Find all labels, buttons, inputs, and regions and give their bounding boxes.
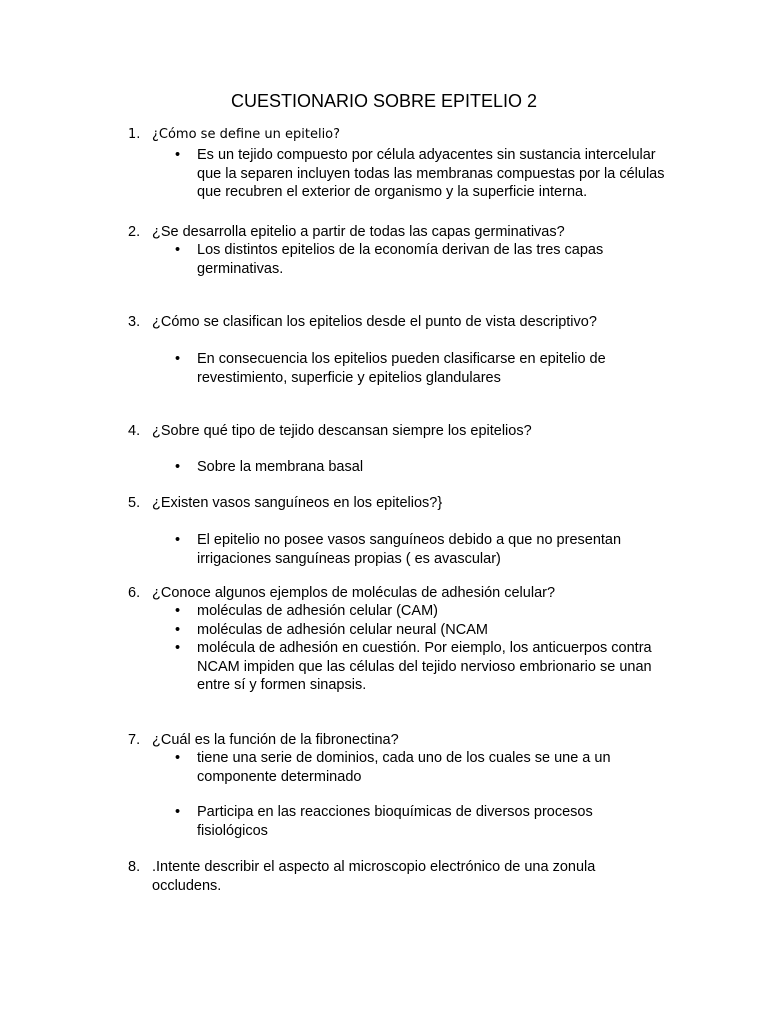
answer-list-2	[175, 241, 665, 278]
answer-list-7b	[175, 803, 665, 840]
question-text: .Intente describir el aspecto al microscopio electrónico de una zonula occludens.	[152, 859, 596, 894]
bullet-icon: •	[175, 532, 181, 548]
question-text: ¿Conoce algunos ejemplos de moléculas de adhesión celular?	[152, 585, 556, 601]
question-number: 3.	[128, 314, 141, 330]
question-number: 5.	[128, 495, 141, 511]
answer-list-6	[175, 602, 665, 695]
bullet-icon: •	[175, 242, 181, 258]
question-text: ¿Existen vasos sanguíneos en los epitelios?}	[152, 495, 443, 511]
question-number: 8.	[128, 859, 141, 875]
answer-text: Participa en las reacciones bioquímicas de diversos procesos fisiológicos	[197, 804, 593, 839]
question-text: ¿Cómo se define un epitelio?	[152, 127, 341, 142]
bullet-icon: •	[175, 621, 181, 638]
answer-text: Sobre la membrana basal	[197, 459, 364, 475]
bullet-icon: •	[175, 603, 181, 619]
question-number: 6.	[128, 585, 141, 601]
bullet-icon: •	[175, 804, 181, 820]
bullet-icon: •	[175, 640, 181, 656]
question-number: 7.	[128, 732, 141, 748]
answer-text: moléculas de adhesión celular neural (NCAM	[197, 621, 488, 638]
answer-item	[175, 639, 665, 695]
question-text: ¿Cuál es la función de la fibronectina?	[152, 732, 399, 748]
bullet-icon: •	[175, 750, 181, 766]
answer-text: En consecuencia los epitelios pueden clasificarse en epitelio de revestimiento, superficie y epitelios glandulares	[197, 351, 606, 386]
answer-text: tiene una serie de dominios, cada uno de los cuales se une a un componente determinado	[197, 750, 611, 785]
answer-list-7	[175, 749, 665, 786]
answer-item	[175, 350, 665, 387]
answer-item	[175, 803, 665, 840]
answer-text: molécula de adhesión en cuestión. Por eiemplo, los anticuerpos contra NCAM impiden que las células del tejido nervioso embrionario se unan entre sí y formen sinapsis.	[197, 640, 652, 693]
answer-text: El epitelio no posee vasos sanguíneos debido a que no presentan irrigaciones sanguíneas propias ( es avascular)	[197, 532, 622, 567]
answer-item	[175, 602, 665, 621]
bullet-icon: •	[175, 147, 181, 163]
answer-list-4	[175, 458, 665, 477]
bullet-icon: •	[175, 459, 181, 475]
question-text: ¿Cómo se clasifican los epitelios desde el punto de vista descriptivo?	[152, 314, 597, 330]
answer-item	[175, 146, 665, 202]
answer-item	[175, 458, 665, 477]
bullet-icon: •	[175, 351, 181, 367]
question-number: 1.	[128, 127, 141, 142]
answer-item	[175, 749, 665, 786]
question-number: 4.	[128, 423, 141, 439]
answer-item	[175, 621, 665, 640]
question-number: 2.	[128, 224, 141, 240]
question-text: ¿Sobre qué tipo de tejido descansan siempre los epitelios?	[152, 423, 532, 439]
answer-text: moléculas de adhesión celular (CAM)	[197, 603, 438, 619]
answer-text: Los distintos epitelios de la economía derivan de las tres capas germinativas.	[197, 242, 604, 277]
answer-list-5	[175, 531, 665, 568]
answer-item	[175, 241, 665, 278]
question-text: ¿Se desarrolla epitelio a partir de todas las capas germinativas?	[152, 224, 565, 240]
answer-list-1	[175, 146, 665, 202]
answer-item	[175, 531, 665, 568]
answer-list-3	[175, 350, 665, 387]
answer-text: Es un tejido compuesto por célula adyacentes sin sustancia intercelular que la separen incluyen todas las membranas compuestas por la células que recubren el exterior de organismo y la superficie interna.	[197, 147, 665, 200]
document-title: CUESTIONARIO SOBRE EPITELIO 2	[230, 91, 538, 111]
